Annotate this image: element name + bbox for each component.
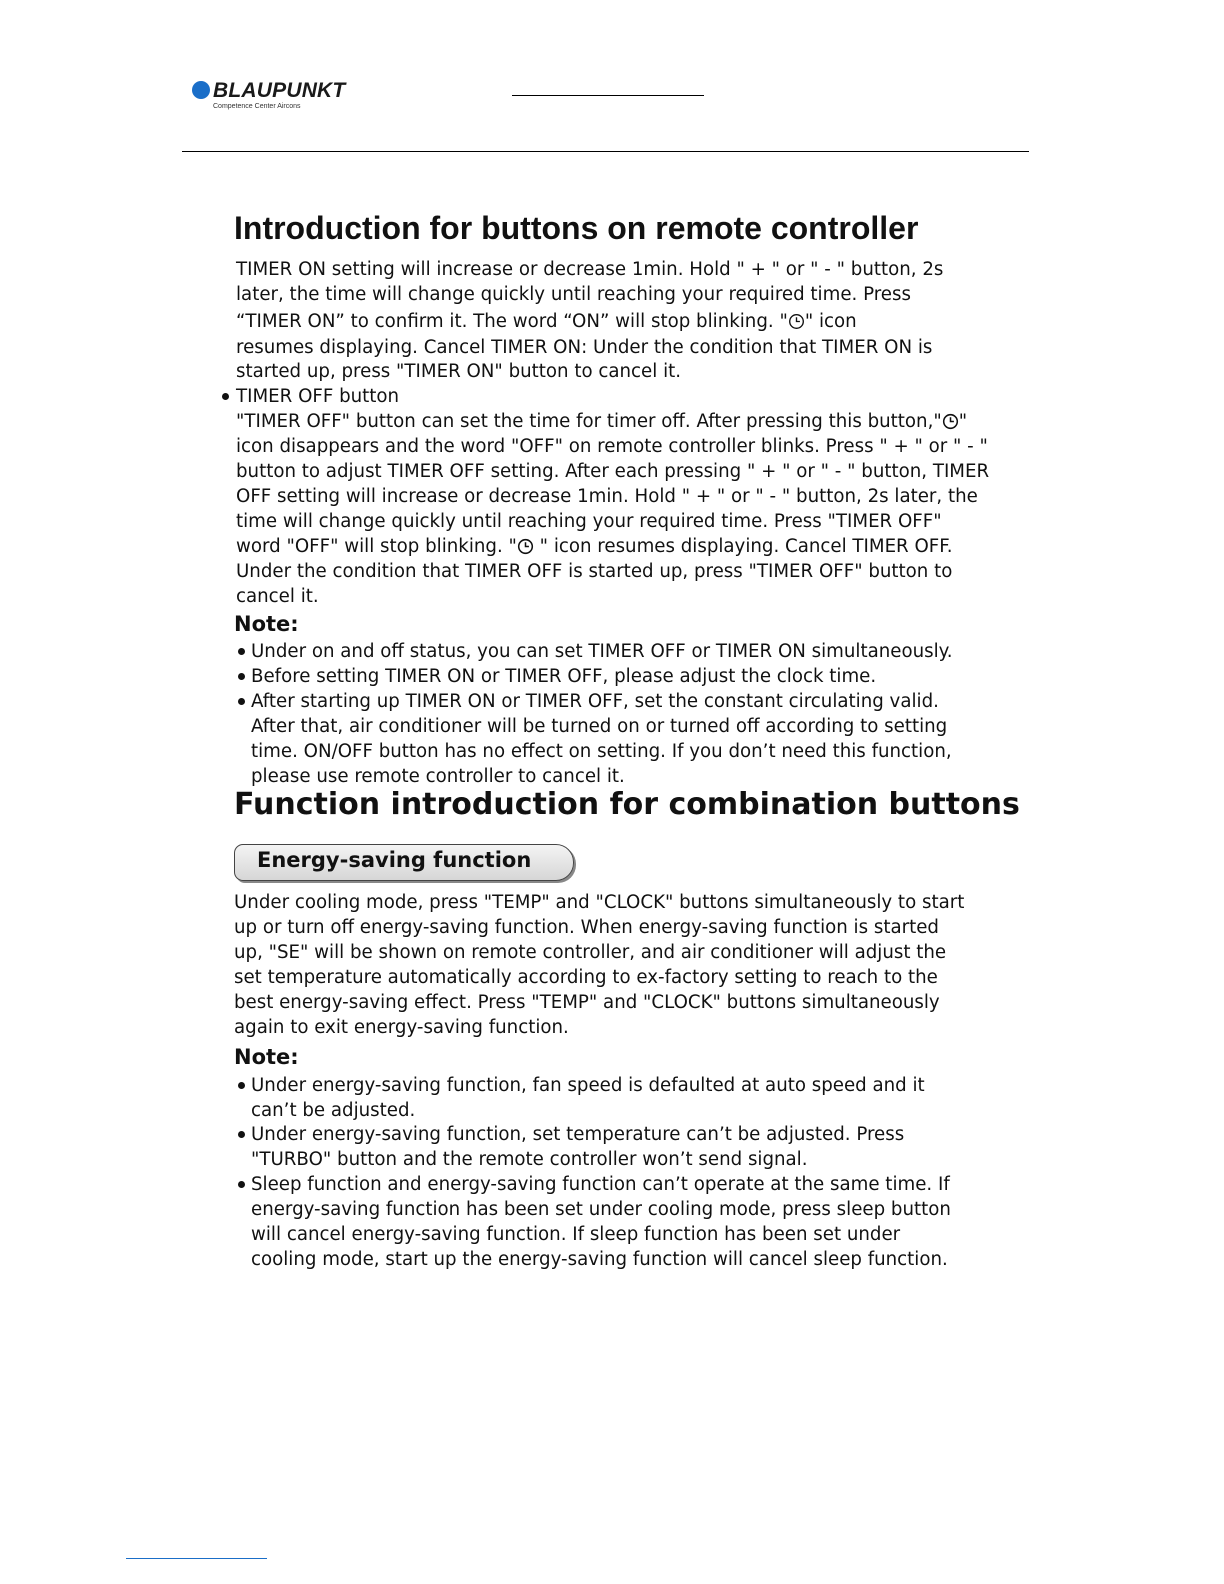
note-heading: Note: (234, 612, 299, 636)
body-line: best energy-saving effect. Press "TEMP" and "CLOCK" buttons simultaneously (234, 992, 940, 1013)
bullet-icon (238, 673, 245, 680)
body-line-text: " (958, 411, 968, 432)
note-item-continued: please use remote controller to cancel it. (251, 766, 625, 787)
bullet-icon (222, 393, 229, 400)
body-line-text: “TIMER ON” to confirm it. The word “ON” will stop blinking. " (236, 311, 788, 332)
brand-logo (192, 79, 392, 119)
note-item-continued: energy-saving function has been set under cooling mode, press sleep button (251, 1199, 951, 1220)
note-item: Under energy-saving function, fan speed is defaulted at auto speed and it (251, 1075, 925, 1096)
body-line: resumes displaying. Cancel TIMER ON: Under the condition that TIMER ON is (236, 337, 933, 358)
note-item: After starting up TIMER ON or TIMER OFF, set the constant circulating valid. (251, 691, 939, 712)
body-line-text: " icon (804, 311, 857, 332)
note-item-continued: can’t be adjusted. (251, 1100, 416, 1121)
header-divider (182, 151, 1029, 152)
brand-subtitle: Competence Center Aircons (213, 103, 301, 110)
note-item: Sleep function and energy-saving function can’t operate at the same time. If (251, 1174, 950, 1195)
body-line (236, 409, 967, 434)
bullet-icon (238, 648, 245, 655)
note-heading: Note: (234, 1045, 299, 1069)
section-title-combination-buttons: Function introduction for combination buttons (234, 787, 1020, 822)
energy-saving-label: Energy-saving function (257, 848, 532, 872)
bullet-icon (238, 698, 245, 705)
body-line-text: "TIMER OFF" button can set the time for timer off. After pressing this button," (236, 411, 942, 432)
body-line: up, "SE" will be shown on remote controller, and air conditioner will adjust the (234, 942, 947, 963)
timer-off-heading: TIMER OFF button (236, 386, 400, 407)
body-line: up or turn off energy-saving function. When energy-saving function is started (234, 917, 939, 938)
body-line (236, 534, 953, 559)
body-line: Under cooling mode, press "TEMP" and "CLOCK" buttons simultaneously to start (234, 892, 965, 913)
bullet-icon (238, 1181, 245, 1188)
body-line: started up, press "TIMER ON" button to cancel it. (236, 361, 682, 382)
brand-name: BLAUPUNKT (213, 79, 346, 102)
clock-icon (517, 538, 534, 555)
note-item-continued: time. ON/OFF button has no effect on setting. If you don’t need this function, (251, 741, 952, 762)
note-item: Under on and off status, you can set TIMER OFF or TIMER ON simultaneously. (251, 641, 953, 662)
body-line: cancel it. (236, 586, 319, 607)
body-line: Under the condition that TIMER OFF is started up, press "TIMER OFF" button to (236, 561, 953, 582)
body-line: TIMER ON setting will increase or decrease 1min. Hold " + " or " - " button, 2s (236, 259, 944, 280)
body-line: set temperature automatically according to ex-factory setting to reach to the (234, 967, 938, 988)
note-item-continued: will cancel energy-saving function. If sleep function has been set under (251, 1224, 901, 1245)
section-title-remote-buttons: Introduction for buttons on remote controller (234, 210, 919, 246)
header-link-underline (512, 95, 704, 96)
note-item-continued: After that, air conditioner will be turned on or turned off according to setting (251, 716, 948, 737)
note-item: Before setting TIMER ON or TIMER OFF, please adjust the clock time. (251, 666, 877, 687)
body-line: OFF setting will increase or decrease 1min. Hold " + " or " - " button, 2s later, the (236, 486, 978, 507)
bullet-icon (238, 1082, 245, 1089)
energy-saving-tab-label (234, 844, 574, 881)
note-item-continued: cooling mode, start up the energy-saving function will cancel sleep function. (251, 1249, 948, 1270)
footer-link-underline (126, 1558, 267, 1559)
body-line (236, 309, 857, 334)
clock-icon (788, 313, 805, 330)
body-line: time will change quickly until reaching your required time. Press "TIMER OFF" (236, 511, 942, 532)
clock-icon (942, 413, 959, 430)
note-item-continued: "TURBO" button and the remote controller won’t send signal. (251, 1149, 808, 1170)
body-line-text: word "OFF" will stop blinking. " (236, 536, 517, 557)
body-line: icon disappears and the word "OFF" on remote controller blinks. Press " + " or " - " (236, 436, 988, 457)
blaupunkt-logo-dot-icon (192, 81, 210, 99)
note-item: Under energy-saving function, set temperature can’t be adjusted. Press (251, 1124, 905, 1145)
body-line: later, the time will change quickly until reaching your required time. Press (236, 284, 911, 305)
body-line-text: " icon resumes displaying. Cancel TIMER OFF. (533, 536, 953, 557)
bullet-icon (238, 1131, 245, 1138)
body-line: button to adjust TIMER OFF setting. After each pressing " + " or " - " button, TIMER (236, 461, 990, 482)
body-line: again to exit energy-saving function. (234, 1017, 569, 1038)
